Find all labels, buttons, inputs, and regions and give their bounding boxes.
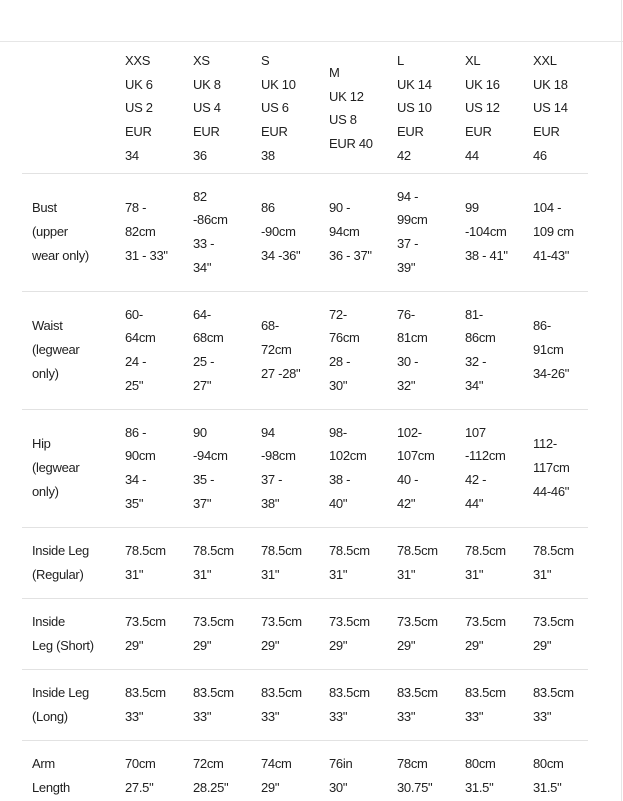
- table-row-waist: [22, 291, 588, 409]
- table-cell: 78.5cm 31": [319, 527, 387, 598]
- table-cell: 78.5cm 31": [455, 527, 523, 598]
- table-cell: 78.5cm 31": [115, 527, 183, 598]
- table-cell: 86 - 90cm 34 - 35": [115, 409, 183, 527]
- table-cell: 99 -104cm 38 - 41": [455, 173, 523, 291]
- table-cell: 80cm 31.5": [465, 756, 496, 795]
- table-cell: 107 -112cm 42 - 44": [455, 409, 523, 527]
- size-header-xxl: XXL UK 18 US 14 EUR 46: [523, 44, 588, 173]
- table-row-inside-leg-regular: [22, 527, 588, 598]
- table-cell: 78.5cm 31": [387, 527, 455, 598]
- table-cell: 83.5cm 33": [183, 669, 251, 740]
- row-label-inside-leg-short: Inside Leg (Short): [22, 598, 115, 669]
- table-cell: 80cm 31.5": [533, 756, 564, 795]
- table-cell: 94 -98cm 37 - 38": [251, 409, 319, 527]
- size-header-xs: XS UK 8 US 4 EUR 36: [183, 44, 251, 173]
- table-cell: 73.5cm 29": [115, 598, 183, 669]
- table-cell: 73.5cm 29": [319, 598, 387, 669]
- size-header-xxs: XXS UK 6 US 2 EUR 34: [115, 44, 183, 173]
- table-cell: 74cm 29": [261, 756, 292, 795]
- table-cell: 86- 91cm 34-26": [523, 291, 588, 409]
- table-cell: 83.5cm 33": [115, 669, 183, 740]
- table-cell: 73.5cm 29": [183, 598, 251, 669]
- table-cell: 112- 117cm 44-46": [523, 409, 588, 527]
- table-cell: 83.5cm 33": [523, 669, 588, 740]
- row-label-bust: Bust (upper wear only): [22, 173, 115, 291]
- table-cell: 86 -90cm 34 -36": [251, 173, 319, 291]
- top-divider: [0, 41, 623, 42]
- table-cell: 73.5cm 29": [523, 598, 588, 669]
- row-label-arm-length: Arm Length: [32, 756, 70, 795]
- size-header-s: S UK 10 US 6 EUR 38: [251, 44, 319, 173]
- table-cell: 68- 72cm 27 -28": [251, 291, 319, 409]
- row-label-hip: Hip (legwear only): [22, 409, 115, 527]
- table-cell: 78 - 82cm 31 - 33": [115, 173, 183, 291]
- table-cell: 78cm 30.75": [397, 756, 433, 795]
- table-row-arm-length: [22, 740, 588, 801]
- table-cell: 98- 102cm 38 - 40": [319, 409, 387, 527]
- row-label-inside-leg-long: Inside Leg (Long): [22, 669, 115, 740]
- table-cell: 73.5cm 29": [251, 598, 319, 669]
- right-divider: [621, 0, 622, 801]
- row-label-waist: Waist (legwear only): [22, 291, 115, 409]
- table-cell: 83.5cm 33": [455, 669, 523, 740]
- table-cell: 76- 81cm 30 - 32": [387, 291, 455, 409]
- table-cell: 76in 30": [329, 756, 353, 795]
- table-cell: 94 - 99cm 37 - 39": [387, 173, 455, 291]
- table-cell: 72cm 28.25": [193, 756, 229, 795]
- size-header-row: [22, 44, 588, 173]
- table-cell: 102- 107cm 40 - 42": [387, 409, 455, 527]
- table-cell: 82 -86cm 33 - 34": [183, 173, 251, 291]
- table-cell: 81- 86cm 32 - 34": [455, 291, 523, 409]
- size-header-l: L UK 14 US 10 EUR 42: [387, 44, 455, 173]
- table-cell: 72- 76cm 28 - 30": [319, 291, 387, 409]
- table-cell: 83.5cm 33": [251, 669, 319, 740]
- table-cell: 90 -94cm 35 - 37": [183, 409, 251, 527]
- table-cell: 78.5cm 31": [523, 527, 588, 598]
- table-row-hip: [22, 409, 588, 527]
- table-cell: 64- 68cm 25 - 27": [183, 291, 251, 409]
- table-cell: 60- 64cm 24 - 25": [115, 291, 183, 409]
- table-cell: 73.5cm 29": [455, 598, 523, 669]
- table-row-inside-leg-long: [22, 669, 588, 740]
- table-cell: 90 - 94cm 36 - 37": [319, 173, 387, 291]
- size-chart-table: [22, 44, 588, 801]
- corner-cell: [22, 44, 115, 173]
- table-cell: 70cm 27.5": [125, 756, 156, 795]
- table-cell: 73.5cm 29": [387, 598, 455, 669]
- table-row-bust: [22, 173, 588, 291]
- table-cell: 83.5cm 33": [387, 669, 455, 740]
- table-cell: 78.5cm 31": [183, 527, 251, 598]
- table-cell: 78.5cm 31": [251, 527, 319, 598]
- size-header-xl: XL UK 16 US 12 EUR 44: [455, 44, 523, 173]
- size-header-m: M UK 12 US 8 EUR 40: [319, 44, 387, 173]
- table-cell: 104 - 109 cm 41-43": [523, 173, 588, 291]
- table-row-inside-leg-short: [22, 598, 588, 669]
- table-cell: 83.5cm 33": [319, 669, 387, 740]
- row-label-inside-leg-regular: Inside Leg (Regular): [22, 527, 115, 598]
